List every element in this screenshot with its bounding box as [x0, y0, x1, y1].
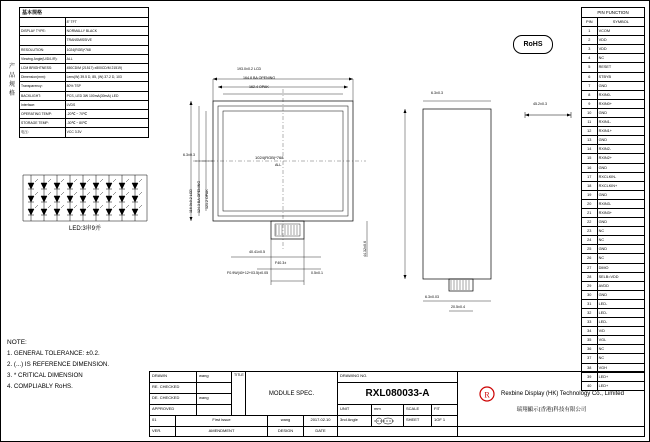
pin-symbol: RXIN1- — [597, 118, 644, 127]
pin-symbol: NC — [597, 54, 644, 63]
pin-symbol: LED- — [597, 299, 644, 308]
table-row — [582, 18, 645, 27]
company-block — [458, 372, 645, 427]
pin-no: 34 — [582, 327, 598, 336]
rohs-stamp: RoHS — [513, 35, 553, 54]
pin-no: 21 — [582, 208, 598, 217]
pin-symbol: RXCLKIN+ — [597, 181, 644, 190]
table-row — [582, 118, 645, 127]
pin-symbol: VGH — [597, 363, 644, 372]
pin-col-symbol: SYMBOL — [597, 18, 644, 27]
de-checked-label: DE. CHECKED — [150, 394, 232, 405]
spec-key: 电压: — [20, 128, 66, 137]
table-row — [20, 73, 149, 82]
rev-col-design: DESIGN — [268, 427, 304, 437]
dim-outline-height: 116.0±0.2 LCD — [189, 189, 193, 213]
approved-label: APPROVED — [150, 405, 232, 416]
pin-symbol: GND — [597, 163, 644, 172]
spec-key: DISPLAY TYPE: — [20, 27, 66, 36]
spec-title: 基本规格 — [19, 7, 149, 17]
table-row — [20, 119, 149, 128]
pin-no: 8 — [582, 90, 598, 99]
dim-bottom-4: 0.5±0.1 — [311, 271, 323, 275]
resolution-label: 1024(RGB)*768 — [255, 155, 284, 160]
pin-symbol: SELB=VDD — [597, 272, 644, 281]
pin-symbol: RXIN2- — [597, 145, 644, 154]
dim-ba-opening-width: 164.8 BA OPENING — [243, 76, 276, 80]
pin-no: 32 — [582, 309, 598, 318]
table-row — [582, 263, 645, 272]
dim-active-width: 162.4 OPAK — [249, 85, 269, 89]
pin-symbol: NC — [597, 227, 644, 236]
pin-symbol: V/D — [597, 327, 644, 336]
table-row — [582, 281, 645, 290]
pin-no: 24 — [582, 236, 598, 245]
pin-no: 11 — [582, 118, 598, 127]
spec-value: -30℃ ~ 80℃ — [65, 119, 148, 128]
table-row — [582, 245, 645, 254]
pin-symbol: RXIN0+ — [597, 99, 644, 108]
drawing-no-label: DRAWING NO. — [338, 372, 458, 383]
pin-symbol: GND — [597, 190, 644, 199]
spec-key: Viewing Angle(U/D/L/R): — [20, 54, 66, 63]
pin-symbol: GND — [597, 136, 644, 145]
pin-symbol: RXIN1+ — [597, 127, 644, 136]
spec-value: 8" TFT — [65, 18, 148, 27]
dim-bottom-3: F40.3± — [275, 261, 287, 265]
scale-value: FIT — [432, 405, 458, 416]
spec-value: VCC 3.3V — [65, 128, 148, 137]
pin-no: 31 — [582, 299, 598, 308]
pin-symbol: VDD — [597, 45, 644, 54]
note-item: 1. GENERAL TOLERANCE: ±0.2. — [7, 350, 100, 357]
rev-by: wang — [268, 416, 304, 427]
de-checked-value: wang — [196, 394, 232, 405]
rev-no: 01 — [150, 416, 176, 427]
pin-symbol: LED+ — [597, 372, 644, 381]
table-row — [20, 110, 149, 119]
spec-key — [20, 36, 66, 45]
logo-circle-icon — [479, 386, 495, 402]
pin-no: 35 — [582, 336, 598, 345]
pin-no: 15 — [582, 154, 598, 163]
pin-symbol: NC — [597, 354, 644, 363]
table-row — [20, 100, 149, 109]
detail-view-svg — [517, 101, 579, 141]
spec-key: BACKLIGHT: — [20, 91, 66, 100]
pin-symbol: GND — [597, 290, 644, 299]
table-row — [20, 27, 149, 36]
title-value: MODULE SPEC. — [246, 372, 338, 416]
company-name-cn: 瑞翔顯示(香港)科技有限公司 — [516, 406, 587, 413]
pin-header-right: FUNCTION — [605, 10, 629, 15]
note-item: 2. (...) IS REFERENCE DIMENSION. — [7, 361, 110, 368]
table-row — [582, 108, 645, 117]
table-row — [582, 309, 645, 318]
table-row — [582, 99, 645, 108]
table-row — [582, 36, 645, 45]
pin-symbol: RESET — [597, 63, 644, 72]
pin-no: 28 — [582, 272, 598, 281]
projection-symbol-icon — [374, 417, 396, 425]
pin-no: 13 — [582, 136, 598, 145]
pin-no: 29 — [582, 281, 598, 290]
unit-value: mm — [372, 405, 404, 416]
spec-key: LCM BRIGHTNESS: — [20, 64, 66, 73]
table-row — [582, 336, 645, 345]
table-row — [582, 127, 645, 136]
pin-no: 12 — [582, 127, 598, 136]
led-schematic-svg — [19, 169, 151, 229]
pin-header-left: PIN — [597, 10, 605, 15]
pin-symbol: VGL — [597, 336, 644, 345]
pin-symbol: NC — [597, 345, 644, 354]
approved-value — [196, 405, 232, 416]
angle-label: 3nd Angle — [338, 416, 372, 427]
pin-no: 20 — [582, 199, 598, 208]
front-view-drawing — [171, 61, 386, 321]
spec-value: Lens(W) 39.5 D, 85, (W) 37.2 D, 103 — [65, 73, 148, 82]
angle-symbol-icon — [372, 416, 404, 427]
dim-left-tab: 6.3±0.3 — [183, 153, 195, 157]
pin-symbol: NC — [597, 254, 644, 263]
dim-side-bottom: 6.3±0.03 — [425, 295, 439, 299]
pin-symbol: RXIN2+ — [597, 154, 644, 163]
table-row — [20, 91, 149, 100]
rev-spacer — [338, 427, 458, 437]
table-row — [582, 27, 645, 36]
table-row — [20, 18, 149, 27]
pin-symbol: STBYB — [597, 72, 644, 81]
pin-symbol: NC — [597, 236, 644, 245]
pin-symbol: RXIN3+ — [597, 208, 644, 217]
spec-value: 80% TSP — [65, 82, 148, 91]
sheet-value: 1OF 1 — [432, 416, 458, 427]
note-item: 4. COMPLIABLY RoHS. — [7, 383, 73, 390]
pin-table-header — [581, 7, 645, 17]
pin-symbol: AVDD — [597, 281, 644, 290]
table-row — [582, 327, 645, 336]
pin-no: 37 — [582, 354, 598, 363]
spec-value: 450CD/M (21517) x800CD/M 21519) — [65, 64, 148, 73]
spec-key: Transparency: — [20, 82, 66, 91]
table-row — [582, 90, 645, 99]
dim-outline-width: 193.0±0.2 LCD — [237, 67, 262, 71]
spec-key: RESOLUTION: — [20, 45, 66, 54]
table-row — [582, 236, 645, 245]
note-item: 3. * CRITICAL DIMENSION — [7, 372, 83, 379]
table-row — [582, 63, 645, 72]
pin-symbol: RXIN0- — [597, 90, 644, 99]
scale-label: SCALE — [404, 405, 432, 416]
dim-side-tab: 20.5±0.4 — [451, 305, 465, 309]
pin-symbol: GND — [597, 108, 644, 117]
pin-rows — [581, 17, 645, 391]
svg-text:R: R — [484, 390, 490, 399]
pin-no: 38 — [582, 363, 598, 372]
rev-col-amend: AMENDMENT — [176, 427, 268, 437]
table-row — [20, 64, 149, 73]
table-row — [582, 45, 645, 54]
pin-symbol: GND — [597, 218, 644, 227]
pin-no: 39 — [582, 372, 598, 381]
table-row — [20, 36, 149, 45]
spec-key: STORAGE TEMP: — [20, 119, 66, 128]
pin-col-no: PIN — [582, 18, 598, 27]
drawing-no-value: RXL080033-A — [338, 383, 458, 405]
pin-no: 4 — [582, 54, 598, 63]
spec-key: Interface: — [20, 100, 66, 109]
table-row — [582, 81, 645, 90]
dim-fpc-height: 44.32±0.6 — [363, 241, 367, 257]
pin-symbol: LED+ — [597, 381, 644, 390]
pin-no: 6 — [582, 72, 598, 81]
sheet-label: SHEET — [404, 416, 432, 427]
pin-no: 25 — [582, 245, 598, 254]
dim-bottom-1: 40.41±0.5 — [249, 250, 265, 254]
resolution-sub-label: ALL — [275, 163, 282, 167]
pin-no: 33 — [582, 318, 598, 327]
title-block — [149, 371, 645, 437]
spec-key — [20, 18, 66, 27]
spec-table — [19, 7, 149, 138]
pin-symbol: GND — [597, 81, 644, 90]
unit-label: UNIT — [338, 405, 372, 416]
pin-symbol: VCOM — [597, 27, 644, 36]
rev-col-date: DATE — [304, 427, 338, 437]
pin-no: 5 — [582, 63, 598, 72]
side-view-svg — [391, 89, 511, 319]
pin-no: 7 — [582, 81, 598, 90]
table-row — [582, 290, 645, 299]
front-view-svg — [171, 61, 386, 321]
table-row — [582, 72, 645, 81]
dim-side-top: 6.3±0.3 — [431, 91, 443, 95]
pin-symbol: GND — [597, 245, 644, 254]
table-row — [582, 345, 645, 354]
table-row — [20, 54, 149, 63]
pin-no: 17 — [582, 172, 598, 181]
table-row — [582, 208, 645, 217]
pin-no: 18 — [582, 181, 598, 190]
pin-no: 14 — [582, 145, 598, 154]
table-row — [582, 227, 645, 236]
pin-no: 10 — [582, 108, 598, 117]
side-view-drawing — [391, 89, 511, 319]
table-row — [20, 128, 149, 137]
detail-view-drawing — [517, 101, 579, 141]
notes-heading: NOTE: — [7, 339, 27, 346]
pin-no: 36 — [582, 345, 598, 354]
pin-symbol: RXIN3- — [597, 199, 644, 208]
spec-value: -20℃ ~ 70℃ — [65, 110, 148, 119]
spec-value: TRANSMISSIVE — [65, 36, 148, 45]
pin-no: 1 — [582, 27, 598, 36]
table-row — [582, 190, 645, 199]
pin-symbol: LED- — [597, 318, 644, 327]
pin-symbol: DIMO — [597, 263, 644, 272]
dim-bottom-2: F0.9W(40+12+03.5)±0.05 — [227, 271, 269, 275]
table-row — [582, 299, 645, 308]
table-row — [582, 254, 645, 263]
table-row — [582, 145, 645, 154]
dim-ba-opening-height: 124.3 BA OPENING — [197, 180, 201, 213]
dim-active-height: 121.2 OPAK — [205, 189, 209, 209]
table-row — [582, 218, 645, 227]
pin-function-table — [581, 7, 645, 391]
spec-side-label: 产 品 规 格 — [8, 64, 15, 97]
pin-no: 23 — [582, 227, 598, 236]
drawn-label: DRAWN — [150, 372, 232, 383]
spec-value: LVDS — [65, 100, 148, 109]
pin-no: 2 — [582, 36, 598, 45]
table-row — [20, 45, 149, 54]
pin-no: 19 — [582, 190, 598, 199]
table-row — [582, 154, 645, 163]
pin-no: 26 — [582, 254, 598, 263]
pin-no: 3 — [582, 45, 598, 54]
pin-no: 40 — [582, 381, 598, 390]
rev-date: 2017.02.10 — [304, 416, 338, 427]
drawn-value: wang — [196, 372, 232, 383]
company-name-en: Rexbine Display (HK) Technology Co., Limited — [501, 391, 624, 397]
table-row — [582, 199, 645, 208]
pin-symbol: LED- — [597, 309, 644, 318]
table-row — [582, 354, 645, 363]
title-label: TITLE — [232, 372, 246, 416]
table-row — [20, 82, 149, 91]
pin-no: 27 — [582, 263, 598, 272]
spec-value: PCS, LED 3W 100mA(30mA) LED — [65, 91, 148, 100]
pin-no: 16 — [582, 163, 598, 172]
table-row — [582, 136, 645, 145]
table-row — [582, 272, 645, 281]
table-row — [582, 181, 645, 190]
table-row — [582, 318, 645, 327]
spec-value: 1024(RGB)*768 — [65, 45, 148, 54]
pin-no: 30 — [582, 290, 598, 299]
pin-symbol: RXCLKIN- — [597, 172, 644, 181]
spec-key: Dimension(mm): — [20, 73, 66, 82]
pin-symbol: VDD — [597, 36, 644, 45]
pin-no: 9 — [582, 99, 598, 108]
spec-rows — [19, 17, 149, 138]
dim-detail: 45.2±0.3 — [533, 102, 547, 106]
table-row — [582, 54, 645, 63]
spec-key: OPERATING TEMP: — [20, 110, 66, 119]
spec-value: NORMALLY BLACK — [65, 27, 148, 36]
rev-desc: First issue — [176, 416, 268, 427]
led-caption: LED:3串9并 — [68, 226, 101, 232]
re-checked-label: RE. CHECKED — [150, 383, 232, 394]
pin-no: 22 — [582, 218, 598, 227]
table-row — [582, 172, 645, 181]
table-row — [582, 163, 645, 172]
re-checked-value — [196, 383, 232, 394]
rev-col-ver: VER. — [150, 427, 176, 437]
company-logo-icon — [479, 386, 495, 403]
spec-value: ALL — [65, 54, 148, 63]
